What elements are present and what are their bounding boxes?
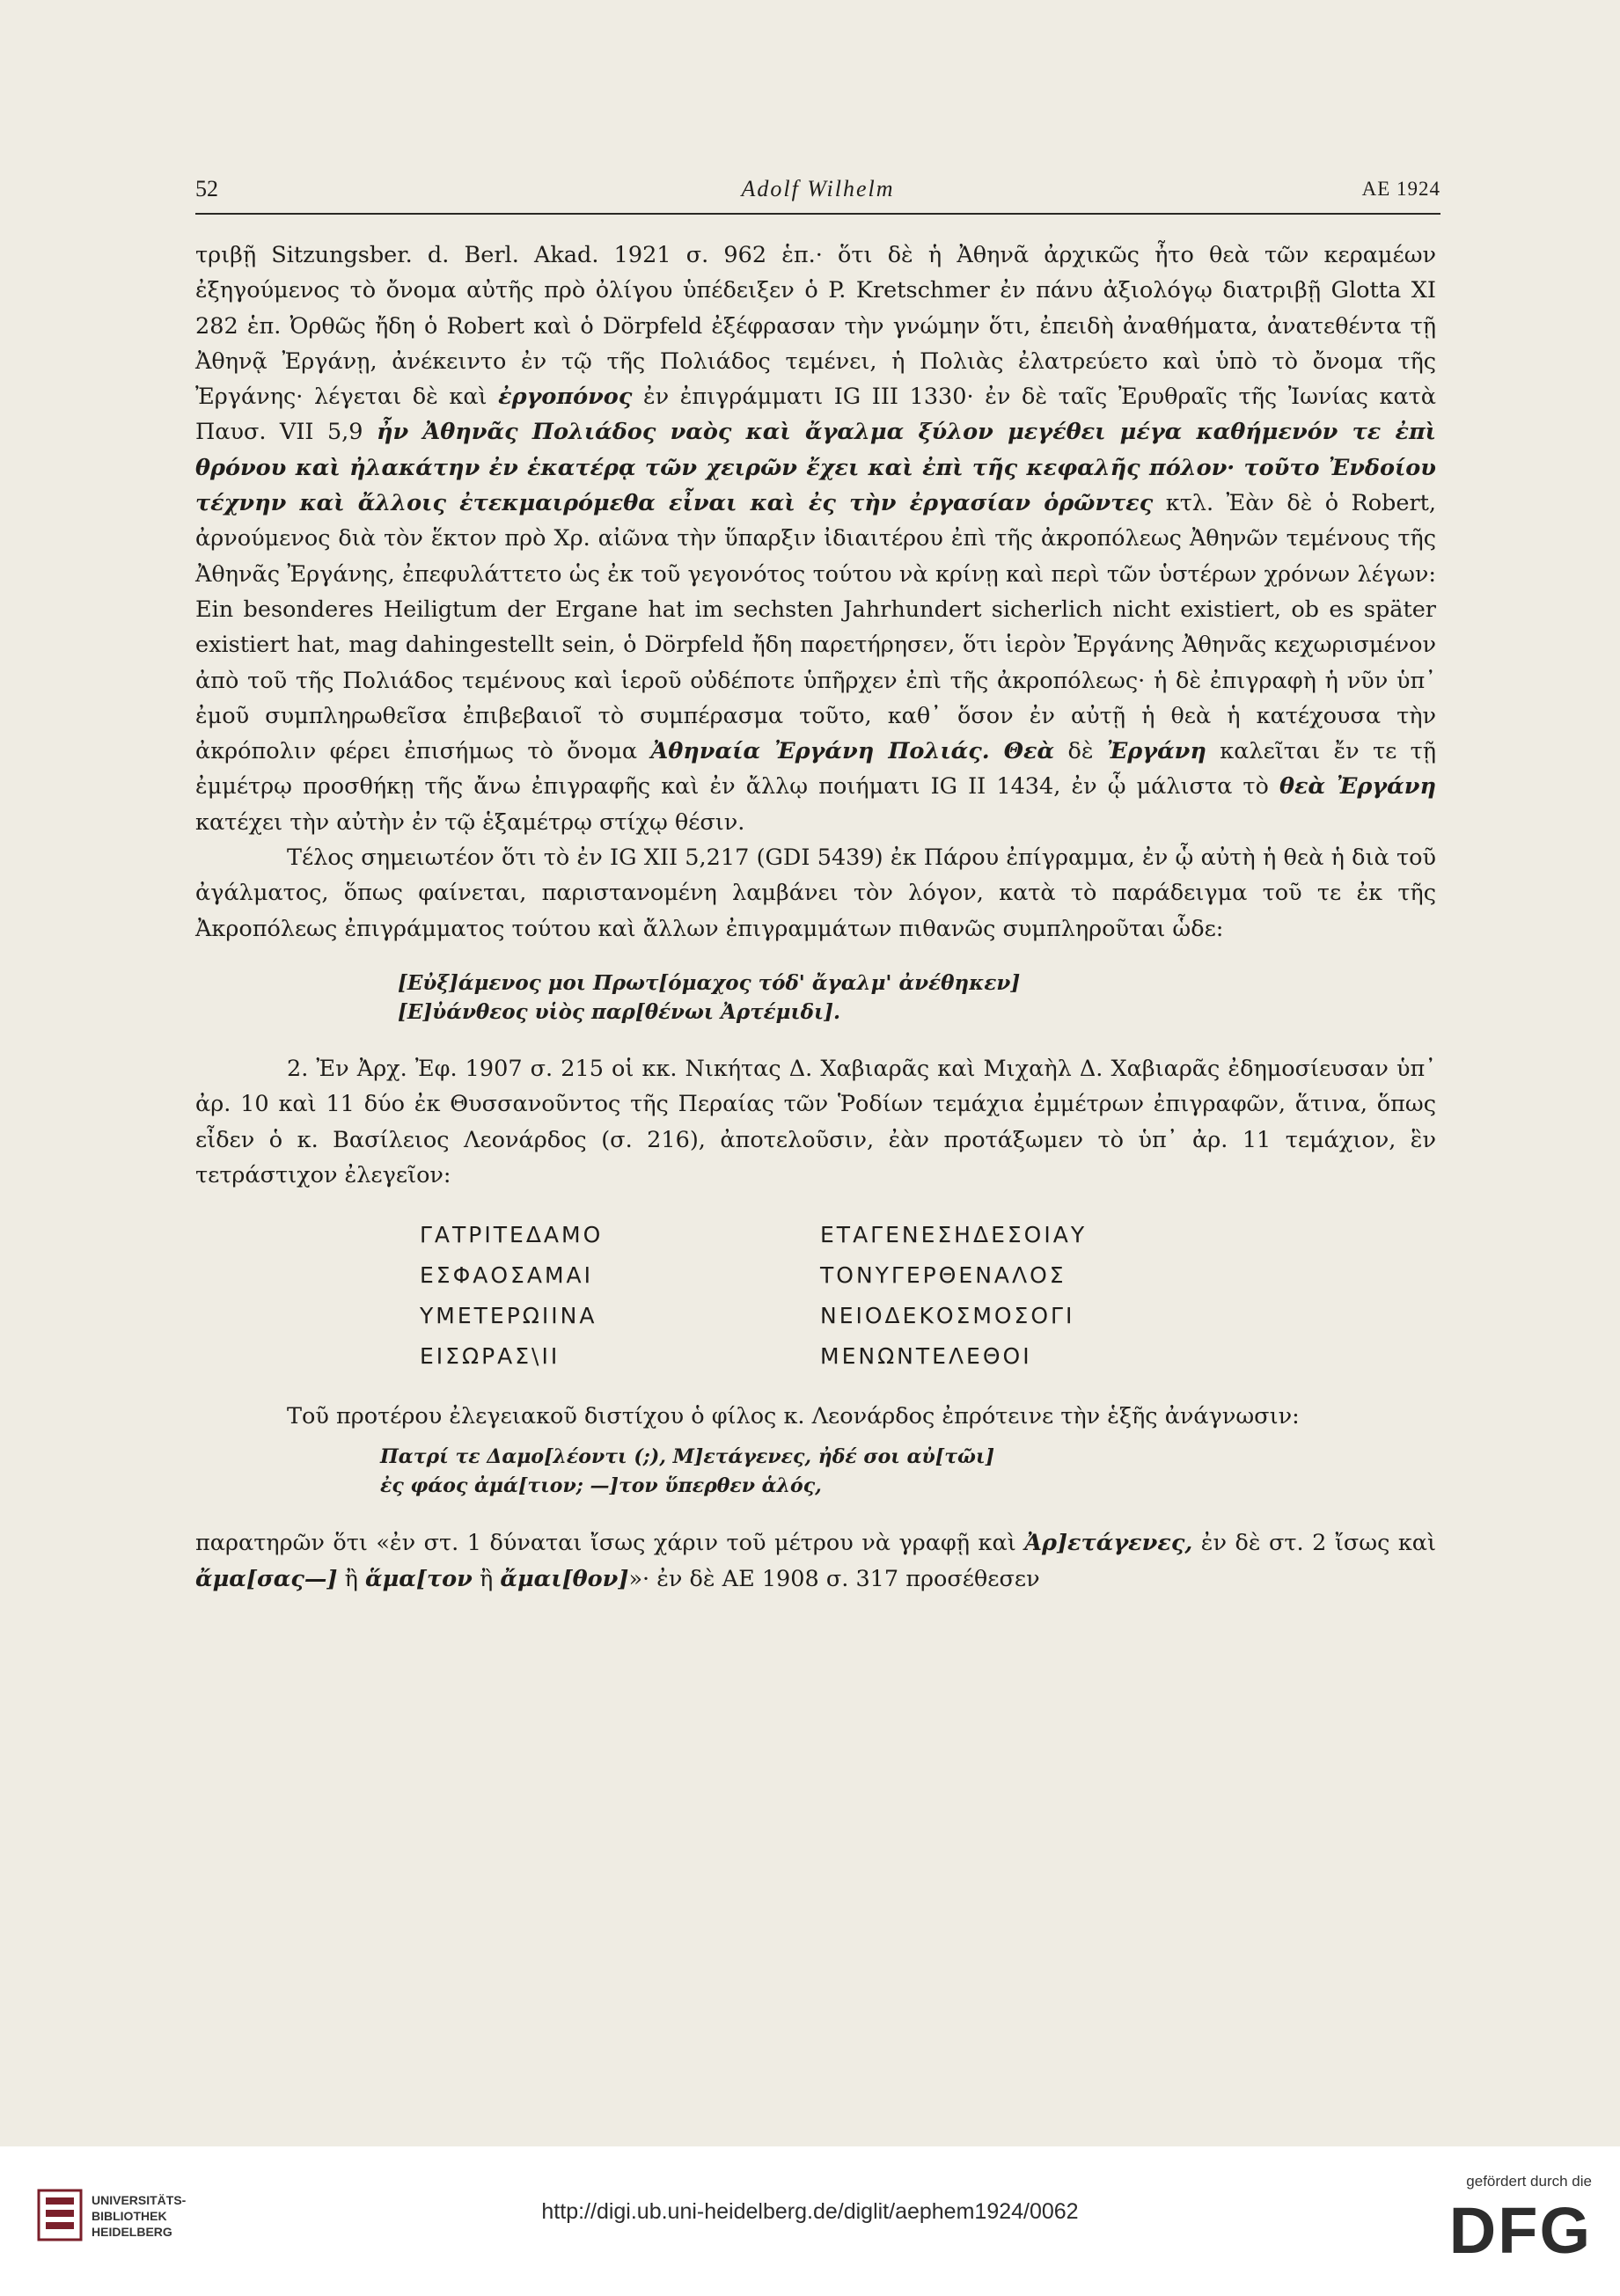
emphasis: ἄμαι[θον] <box>500 1565 629 1592</box>
inscription-cell: ΕΙΣΩΡΑΣ\ΙΙ <box>420 1342 561 1369</box>
inscription-cell: ΓΑΤΡΙΤΕΔΑΜΟ <box>420 1221 604 1247</box>
text-segment: »· ἐν δὲ ΑΕ 1908 σ. 317 προσέθεσεν <box>628 1565 1040 1592</box>
verse-line: Πατρί τε Δαμο[λέοντι (;), Μ]ετάγενες, ἠδέ σοι αὐ[τῶι] <box>380 1445 995 1469</box>
inscription-cell: ΜΕΝΩΝΤΕΛΕΘΟΙ <box>820 1342 1032 1369</box>
emphasis: ἐργοπόνος <box>498 384 633 411</box>
emphasis: Ἀρ]ετάγενες, <box>1024 1530 1193 1557</box>
page-number: 52 <box>195 176 218 201</box>
header-rule <box>195 213 1440 215</box>
journal-abbreviation: AE 1924 <box>1361 178 1440 200</box>
text-segment: ἢ <box>479 1565 494 1592</box>
paragraph-5 <box>195 1525 1436 1597</box>
verse-line: [Ε]ὐάνθεος υἱὸς παρ[θένωι Ἀρτέμιδι]. <box>398 999 840 1024</box>
emphasis: ἅμα[τον <box>365 1565 473 1592</box>
verse-line: ἐς φάος ἀμά[τιον; —]τον ὕπερθεν ἁλός, <box>380 1474 822 1498</box>
emphasis: Ἀθηναία Ἐργάνη Πολιάς. Θεὰ <box>650 738 1055 765</box>
inscription-cell: ΤΟΝΥΓΕΡΘΕΝΑΛΟΣ <box>820 1261 1067 1288</box>
inscription-cell: ΥΜΕΤΕΡΩΙΙΝΑ <box>420 1302 597 1328</box>
text-segment: δὲ <box>1067 738 1094 765</box>
running-title: Adolf Wilhelm <box>741 176 895 201</box>
paragraph-3: 2. Ἐν Ἀρχ. Ἐφ. 1907 σ. 215 οἱ κκ. Νικήτας Δ. Χαβιαρᾶς καὶ Μιχαὴλ Δ. Χαβιαρᾶς ἐδημοσίευσαν ὑπ᾽ ἀρ. 10 καὶ 11 δύο ἐκ Θυσσανοῦντος τῆς Περαίας τῶν Ῥοδίων τεμάχια ἐμμέτρων ἐπιγραφῶν, ἅτινα, ὅπως εἶδεν ὁ κ. Βασίλειος Λεονάρδος (σ. 216), ἀποτελοῦσιν, ἐὰν προτάξωμεν τὸ ὑπ᾽ ἀρ. 11 τεμάχιον, ἓν τετράστιχον ἐλεγεῖον: <box>195 1055 1436 1188</box>
paragraph-4: Τοῦ προτέρου ἐλεγειακοῦ διστίχου ὁ φίλος κ. Λεονάρδος ἐπρότεινε τὴν ἑξῆς ἀνάγνωσιν: <box>287 1403 1300 1430</box>
inscription-cell: ΕΤΑΓΕΝΕΣΗΔΕΣΟΙΑΥ <box>820 1221 1088 1247</box>
text-segment: ἐν δὲ στ. 2 ἴσως καὶ <box>1200 1530 1437 1557</box>
inscription-cell: ΕΣΦΑΟΣΑΜΑΙ <box>420 1261 593 1288</box>
verse-line: [Εὐξ]άμενος μοι Πρωτ[όμαχος τόδ' ἄγαλμ' ἀνέθηκεν] <box>398 970 1021 995</box>
article-body <box>195 238 1436 1597</box>
restored-epigram <box>195 969 1436 1027</box>
dfg-logo: DFG <box>1448 2194 1592 2267</box>
inscription-row <box>420 1255 1087 1296</box>
text-segment: τριβῇ Sitzungsber. d. Berl. Akad. 1921 σ. 962 ἑπ.· ὅτι δὲ ἡ Ἀθηνᾶ ἀρχικῶς ἦτο θεὰ τῶν κεραμέων ἐξηγούμενος τὸ ὄνομα αὐτῆς πρὸ ὀλίγου ὑπέδειξεν ὁ P. Kretschmer ἐν πάνυ ἀξιολόγῳ διατριβῇ Glotta XI 282 ἑπ. Ὀρθῶς ἤδη ὁ Robert καὶ ὁ Dörpfeld ἐξέφρασαν τὴν γνώμην ὅτι, ἐπειδὴ ἀναθήματα, ἀνατεθέντα τῇ Ἀθηνᾷ Ἐργάνῃ, ἀνέκειντο ἐν τῷ τῆς Πολιάδος τεμένει, ἡ Πολιὰς ἐλατρεύετο καὶ ὑπὸ τὸ ὄνομα τῆς Ἐργάνης· λέγεται δὲ καὶ <box>195 242 1436 411</box>
running-header <box>195 167 1440 211</box>
library-name: UNIVERSITÄTS- BIBLIOTHEK HEIDELBERG <box>92 2193 187 2239</box>
inscription-cell: ΝΕΙΟΔΕΚΟΣΜΟΣΟΓΙ <box>820 1302 1075 1328</box>
funder-caption: gefördert durch die <box>1466 2173 1592 2190</box>
paragraph-1 <box>195 238 1436 840</box>
source-url-link[interactable]: http://digi.ub.uni-heidelberg.de/diglit/aephem1924/0062 <box>541 2199 1079 2224</box>
emphasis: θεὰ Ἐργάνη <box>1279 773 1436 801</box>
digitization-footer <box>0 2146 1620 2296</box>
text-segment: καλεῖται ἔν τε τῇ ἐμμέτρῳ προσθήκῃ τῆς ἄνω ἐπιγραφῆς καὶ ἐν ἄλλῳ ποιήματι IG II 1434, ἐν ᾧ μάλιστα τὸ <box>195 738 1437 801</box>
inscription-row <box>420 1215 1087 1255</box>
text-segment: ἢ <box>344 1565 358 1592</box>
emphasis: ἄμα[σας—] <box>195 1565 338 1592</box>
emphasis: Ἐργάνη <box>1106 738 1206 765</box>
text-segment: ἐν ἐπιγράμματι IG III 1330· ἐν δὲ ταῖς Ἐρυθραῖς τῆς Ἰωνίας κατὰ Παυσ. VII 5,9 <box>195 384 1436 446</box>
inscription-transcription <box>420 1215 1087 1377</box>
proposed-reading <box>195 1443 1436 1501</box>
text-segment: παρατηρῶν ὅτι «ἐν στ. 1 δύναται ἴσως χάριν τοῦ μέτρου νὰ γραφῇ καὶ <box>195 1530 1016 1557</box>
paragraph-2: Τέλος σημειωτέον ὅτι τὸ ἐν IG XII 5,217 (GDI 5439) ἐκ Πάρου ἐπίγραμμα, ἐν ᾧ αὐτὴ ἡ θεὰ ἡ διὰ τοῦ ἀγάλματος, ὅπως φαίνεται, παριστανομένη λαμβάνει τὸν λόγον, κατὰ τὸ παράδειγμα τοῦ τε ἐκ τῆς Ἀκροπόλεως ἐπιγράμματος τούτου καὶ ἄλλων ἐπιγραμμάτων πιθανῶς συμπληροῦται ὧδε: <box>195 845 1436 942</box>
text-segment: κατέχει τὴν αὐτὴν ἐν τῷ ἑξαμέτρῳ στίχῳ θέσιν. <box>195 808 745 836</box>
inscription-row <box>420 1296 1087 1336</box>
quotation: ἦν Ἀθηνᾶς Πολιάδος ναὸς καὶ ἄγαλμα ξύλον μεγέθει μέγα καθήμενόν τε ἐπὶ θρόνου καὶ ἠλακάτην ἐν ἑκατέρᾳ τῶν χειρῶν ἔχει καὶ ἐπὶ τῆς κεφαλῆς πόλον· τοῦτο Ἐνδοίου τέχνην καὶ ἄλλοις ἐτεκμαιρόμεθα εἶναι καὶ ἐς τὴν ἐργασίαν ὁρῶντες <box>195 419 1436 517</box>
text-segment: κτλ. Ἐὰν δὲ ὁ Robert, ἀρνούμενος διὰ τὸν ἕκτον πρὸ Χρ. αἰῶνα τὴν ὕπαρξιν ἰδιαιτέρου ἐπὶ τῆς ἀκροπόλεως Ἀθηνῶν τεμένους τῆς Ἀθηνᾶς Ἐργάνης, ἐπεφυλάττετο ὡς ἐκ τοῦ γεγονότος τούτου νὰ κρίνῃ καὶ περὶ τῶν ὑστέρων χρόνων λέγων: Ein besonderes Heiligtum der Ergane hat im sechsten Jahrhundert sicherlich nicht existiert, ob es später existiert hat, mag dahingestellt sein, ὁ Dörpfeld ἤδη παρετήρησεν, ὅτι ἱερὸν Ἐργάνης Ἀθηνᾶς κεχωρισμένον ἀπὸ τοῦ τῆς Πολιάδος τεμένους καὶ ἱεροῦ οὐδέποτε ὑπῆρχεν ἐπὶ τῆς ἀκροπόλεως· ἡ δὲ ἐπιγραφὴ ἡ νῦν ὑπ᾽ ἐμοῦ συμπληρωθεῖσα ἐπιβεβαιοῖ τὸ συμπέρασμα τοῦτο, καθ᾽ ὅσον ἐν αὐτῇ ἡ θεὰ ἡ κατέχουσα τὴν ἀκρόπολιν φέρει ἐπισήμως τὸ ὄνομα <box>195 490 1437 765</box>
inscription-row <box>420 1336 1087 1377</box>
